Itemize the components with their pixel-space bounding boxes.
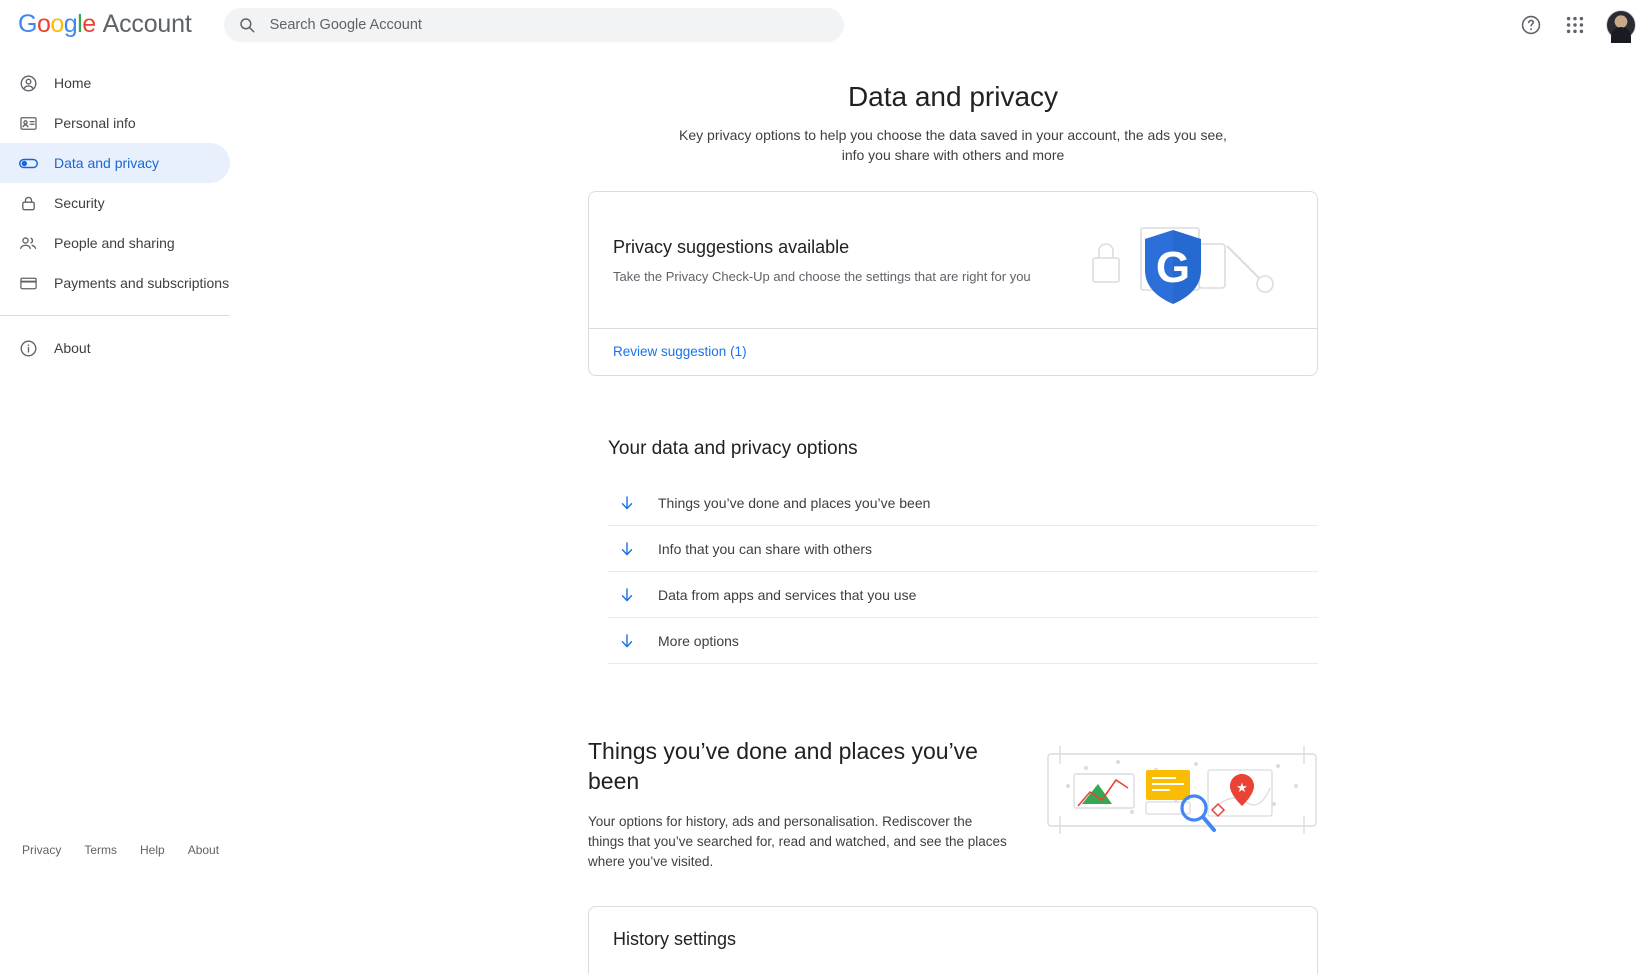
history-section (588, 736, 1318, 872)
search-box[interactable] (224, 8, 844, 42)
option-row-info-you-share[interactable] (608, 526, 1318, 572)
option-row-data-from-apps[interactable] (608, 572, 1318, 618)
privacy-shield-illustration (1083, 218, 1293, 304)
sidebar (0, 49, 256, 877)
option-label: Things you’ve done and places you’ve been (658, 494, 931, 511)
search-input[interactable] (268, 16, 830, 34)
review-suggestion-link[interactable]: Review suggestion (1) (613, 344, 747, 359)
arrow-down-icon (618, 632, 636, 650)
footer-link-terms[interactable]: Terms (84, 843, 118, 857)
brand-product-name: Account (102, 10, 192, 38)
people-icon (18, 233, 38, 253)
svg-text:G: G (1155, 243, 1191, 292)
id-card-icon (18, 113, 38, 133)
sidebar-item-label: Payments and subscriptions (54, 275, 230, 291)
sidebar-item-people-and-sharing[interactable] (0, 223, 230, 263)
sidebar-item-label: Personal info (54, 115, 136, 131)
options-list (588, 480, 1318, 664)
page-subtitle: Key privacy options to help you choose the data saved in your account, the ads you see, info you share with others and more (679, 127, 1227, 163)
sidebar-item-payments-and-subscriptions[interactable] (0, 263, 230, 303)
footer-link-privacy[interactable]: Privacy (22, 843, 62, 857)
sidebar-divider (0, 315, 230, 316)
page-title: Data and privacy (847, 81, 1059, 112)
arrow-down-icon (618, 586, 636, 604)
history-map-illustration (1046, 742, 1318, 830)
svg-text:★: ★ (1236, 780, 1248, 795)
option-label: Info that you can share with others (658, 540, 873, 557)
sidebar-item-label: People and sharing (54, 235, 175, 251)
history-settings-card (588, 906, 1318, 974)
history-section-description: Your options for history, ads and personalisation. Rediscover the things that you’ve searched for, read and watched, and see the places where you’ve visited. (588, 814, 1007, 869)
apps-grid-icon[interactable] (1562, 12, 1588, 38)
sidebar-item-security[interactable] (0, 183, 230, 223)
sidebar-item-label: Security (54, 195, 105, 211)
search-icon (238, 16, 256, 34)
info-circle-icon (18, 338, 38, 358)
history-section-title: Things you’ve done and places you’ve been (588, 738, 978, 794)
credit-card-icon (18, 273, 38, 293)
sidebar-item-label: About (54, 340, 91, 356)
privacy-suggestion-card-body (589, 192, 1317, 328)
option-label: More options (658, 632, 739, 649)
data-privacy-toggle-icon (18, 153, 38, 173)
sidebar-item-personal-info[interactable] (0, 103, 230, 143)
main-content (256, 49, 1650, 949)
option-row-things-youve-done[interactable] (608, 480, 1318, 526)
top-bar (0, 0, 1650, 49)
privacy-suggestion-card (588, 191, 1318, 376)
option-row-more-options[interactable] (608, 618, 1318, 664)
history-settings-title: History settings (613, 929, 737, 949)
sidebar-item-label: Home (54, 75, 92, 91)
arrow-down-icon (618, 494, 636, 512)
privacy-suggestion-description: Take the Privacy Check-Up and choose the settings that are right for you (613, 268, 1031, 284)
help-circle-icon[interactable] (1518, 12, 1544, 38)
sidebar-item-home[interactable] (0, 63, 230, 103)
history-section-text (588, 736, 1010, 872)
option-label: Data from apps and services that you use (658, 586, 917, 603)
home-person-icon (18, 73, 38, 93)
brand-logo[interactable] (18, 10, 192, 39)
account-avatar[interactable] (1606, 10, 1636, 40)
privacy-suggestion-actions (589, 328, 1317, 375)
sidebar-item-data-and-privacy[interactable] (0, 143, 230, 183)
footer-links (22, 843, 219, 857)
options-heading: Your data and privacy options (608, 438, 858, 459)
privacy-suggestion-text (613, 237, 1083, 286)
sidebar-item-label: Data and privacy (54, 155, 160, 171)
sidebar-item-about[interactable] (0, 328, 230, 368)
footer-link-about[interactable]: About (187, 843, 220, 857)
google-wordmark: Google (18, 10, 96, 38)
top-bar-actions (1518, 0, 1636, 49)
privacy-suggestion-title: Privacy suggestions available (613, 236, 850, 257)
footer-link-help[interactable]: Help (140, 843, 165, 857)
lock-icon (18, 193, 38, 213)
arrow-down-icon (618, 540, 636, 558)
